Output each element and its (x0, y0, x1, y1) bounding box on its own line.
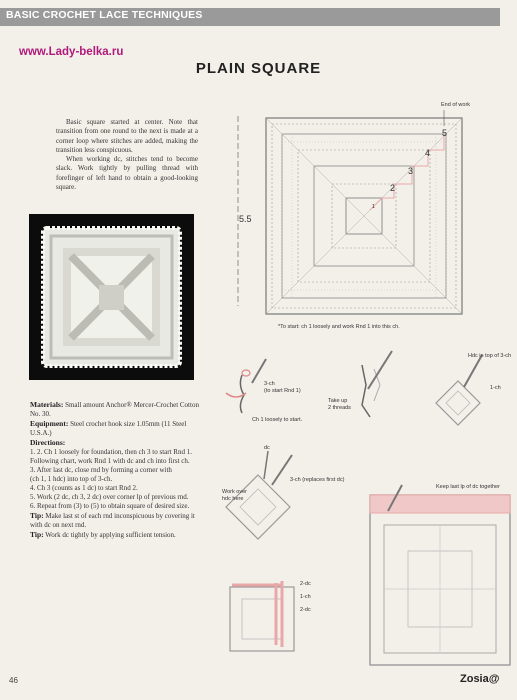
direction-step: Following chart, work Rnd 1 with dc and ch into first ch. (30, 457, 190, 465)
directions-label: Directions: (30, 438, 66, 447)
direction-step: 4. Ch 3 (counts as 1 dc) to start Rnd 2. (30, 484, 138, 492)
equipment-row (30, 419, 206, 438)
watermark-text: Zosia@ (460, 673, 500, 685)
instructions-block (30, 400, 206, 540)
tip-2-row (30, 530, 206, 540)
intro-paragraph-1: Basic square started at center. Note that transition from one round to the next is made at a corner loop where stitches are added, making the transition less conspicuous. (56, 118, 198, 154)
round-number-4: 4 (425, 148, 431, 158)
round-number-5: 5 (442, 128, 448, 138)
label-1ch-b: 1-ch (300, 594, 311, 600)
label-ch1-loosely: Ch 1 loosely to start. (252, 417, 303, 423)
direction-step: (ch 1, 1 hdc) into top of 3-ch. (30, 475, 113, 483)
directions-label-row (30, 438, 206, 448)
page-number: 46 (9, 676, 18, 685)
page-title: PLAIN SQUARE (195, 60, 322, 77)
end-of-work-label: End of work (441, 102, 471, 108)
label-work-over: Work over (222, 489, 247, 495)
section-header-bar (0, 8, 500, 26)
label-2dc-a: 2-dc (300, 581, 311, 587)
label-two-threads: 2 threads (328, 405, 351, 411)
intro-paragraph-2: When working dc, stitches tend to become slack. Work tightly by pulling thread with forefinger of left hand to obtain a good-looking square. (56, 155, 198, 192)
step-6-diagram (370, 485, 510, 665)
start-note: *To start: ch 1 loosely and work Rnd 1 into this ch. (278, 324, 400, 330)
round-number-1: 1 (372, 204, 376, 210)
label-keep-last-lp: Keep last lp of dc together (436, 484, 500, 490)
materials-row (30, 400, 206, 419)
label-dc: dc (264, 445, 270, 451)
step-3-diagram (436, 355, 482, 425)
tip-1-row (30, 511, 206, 530)
step-5-diagram (230, 581, 294, 651)
section-header-text: BASIC CROCHET LACE TECHNIQUES (6, 9, 203, 21)
tip-2-label: Tip: (30, 530, 44, 539)
direction-step: 3. After last dc, close rnd by forming a corner with (30, 466, 172, 474)
direction-step: 1. 2. Ch 1 loosely for foundation, then ch 3 to start Rnd 1. (30, 448, 192, 456)
equipment-label: Equipment: (30, 419, 69, 428)
label-3ch-replaces: 3-ch (replaces first dc) (290, 477, 345, 483)
label-hdc-here: hdc here (222, 496, 244, 502)
tip-2-text: Work dc tightly by applying sufficient tension. (45, 531, 176, 539)
round-number-2: 2 (390, 183, 396, 193)
materials-text: Small amount Anchor® Mercer-Crochet Cotton No. 30. (30, 401, 199, 418)
crochet-square-photo (29, 214, 194, 380)
label-3ch-sub: (to start Rnd 1) (264, 388, 301, 394)
tip-1-text: Make last st of each rnd inconspicuous by covering it with dc on next rnd. (30, 512, 195, 529)
chart-dimension-label: 5.5 (239, 214, 252, 224)
label-2dc-b: 2-dc (300, 607, 311, 613)
label-1ch: 1-ch (490, 385, 501, 391)
step-diagrams (212, 345, 517, 680)
round-number-3: 3 (408, 166, 414, 176)
step-4-diagram (226, 451, 292, 539)
label-hdc-into-top: Hdc in top of 3-ch (468, 353, 512, 359)
crochet-chart (222, 96, 517, 339)
label-3ch: 3-ch (264, 381, 275, 387)
step-2-diagram (362, 351, 392, 417)
tip-1-label: Tip: (30, 511, 44, 520)
crochet-square-illustration (29, 214, 194, 380)
direction-step: 6. Repeat from (3) to (5) to obtain square of desired size. (30, 502, 190, 510)
step-1-diagram (226, 359, 266, 413)
equipment-text: Steel crochet hook size 1.05mm (11 Steel U.S.A.) (30, 420, 187, 437)
site-url-link[interactable]: www.Lady-belka.ru (19, 46, 124, 58)
direction-step: 5. Work (2 dc, ch 3, 2 dc) over corner lp of previous rnd. (30, 493, 189, 501)
label-take-up: Take up (328, 398, 348, 404)
materials-label: Materials: (30, 400, 64, 409)
intro-text (56, 118, 198, 192)
